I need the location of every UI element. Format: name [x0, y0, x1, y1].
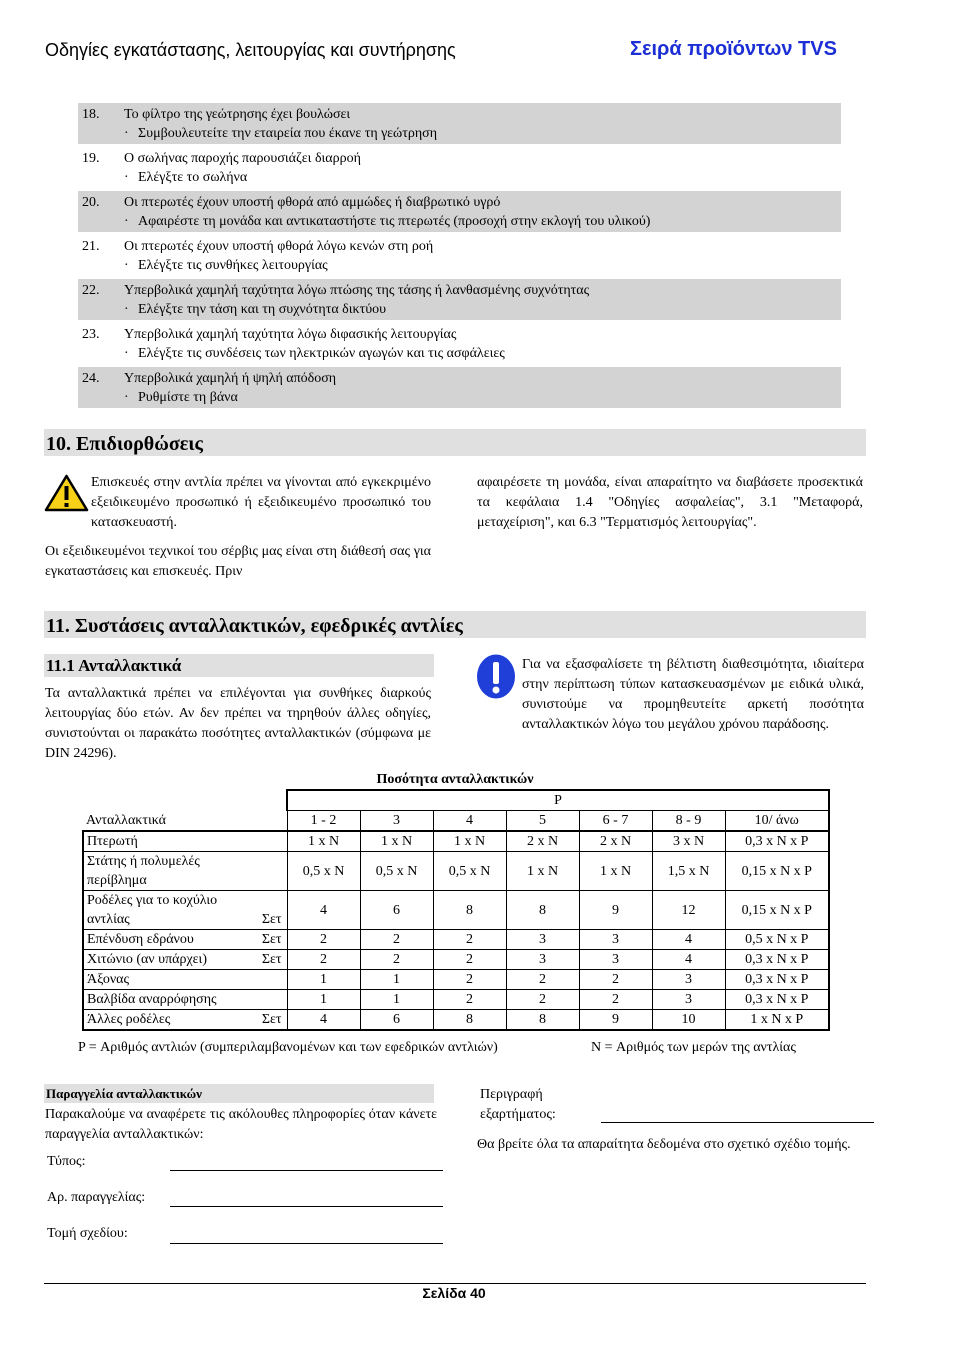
trouble-row: [78, 278, 841, 322]
parts-row: [83, 950, 829, 970]
part-quantity-cell: 6: [360, 1010, 433, 1031]
part-quantity-cell: 0,3 x N x P: [725, 970, 829, 990]
trouble-number: 23.: [78, 322, 116, 366]
parts-row: [83, 831, 829, 852]
trouble-remedy: Ελέγξτε τις συνθήκες λειτουργίας: [138, 258, 328, 273]
part-set-unit: Σετ: [261, 932, 282, 947]
part-quantity-cell: 10: [652, 1010, 725, 1031]
order-intro: Παρακαλούμε να αναφέρετε τις ακόλουθες πληροφορίες όταν κάνετε παραγγελία ανταλλακτικών:: [45, 1107, 437, 1142]
section-10-heading: 10. Επιδιορθώσεις: [44, 429, 866, 456]
part-quantity-cell: 3: [579, 950, 652, 970]
part-quantity-cell: 0,5 x N: [433, 852, 506, 891]
parts-row: [83, 930, 829, 950]
trouble-remedy-item: [124, 256, 837, 275]
part-quantity-cell: 0,15 x N x P: [725, 852, 829, 891]
order-number-label: Αρ. παραγγελίας:: [47, 1190, 146, 1205]
parts-table-caption: Ποσότητα ανταλλακτικών: [376, 772, 534, 787]
part-quantity-cell: 3: [506, 950, 579, 970]
trouble-row: [78, 322, 841, 366]
part-name-cell: [83, 891, 287, 930]
trouble-number: 21.: [78, 234, 116, 278]
part-name-cell: [83, 950, 287, 970]
order-number-field[interactable]: [170, 1206, 443, 1207]
part-quantity-cell: 0,3 x N x P: [725, 831, 829, 852]
part-quantity-cell: 2: [506, 970, 579, 990]
spare-parts-table: [82, 789, 830, 1031]
trouble-content: [116, 234, 841, 278]
part-quantity-cell: 3: [652, 990, 725, 1010]
part-quantity-cell: 4: [652, 950, 725, 970]
part-name-cell: [83, 930, 287, 950]
part-quantity-cell: 0,3 x N x P: [725, 950, 829, 970]
part-quantity-cell: 3: [579, 930, 652, 950]
parts-column-header: 1 - 2: [287, 811, 360, 832]
part-quantity-cell: 9: [579, 891, 652, 930]
parts-column-header: 10/ άνω: [725, 811, 829, 832]
part-quantity-cell: 2: [579, 970, 652, 990]
part-quantity-cell: 0,5 x N x P: [725, 930, 829, 950]
trouble-remedy: Ελέγξτε το σωλήνα: [138, 170, 248, 185]
part-quantity-cell: 0,5 x N: [360, 852, 433, 891]
part-quantity-cell: 1: [287, 970, 360, 990]
parts-row: [83, 1010, 829, 1031]
trouble-number: 19.: [78, 146, 116, 190]
drawing-section-field[interactable]: [170, 1243, 443, 1244]
part-quantity-cell: 1,5 x N: [652, 852, 725, 891]
part-name: Χιτώνιο (αν υπάρχει): [87, 952, 207, 967]
trouble-remedy: Συμβουλευτείτε την εταιρεία που έκανε τη γεώτρηση: [138, 126, 438, 141]
troubleshooting-table: [78, 103, 841, 411]
warning-text: Επισκευές στην αντλία πρέπει να γίνονται από εγκεκριμένο εξειδικευμένο προσωπικό ή εξειδικευμένο προσωπικό του κατασκευαστή.: [91, 475, 431, 530]
part-quantity-cell: 4: [287, 1010, 360, 1031]
parts-column-header: 3: [360, 811, 433, 832]
page-number: Σελίδα 40: [422, 1285, 486, 1301]
trouble-fault: Ο σωλήνας παροχής παρουσιάζει διαρροή: [124, 151, 361, 166]
part-quantity-cell: 1 x N: [433, 831, 506, 852]
trouble-content: [116, 278, 841, 322]
bullet-glyph: ·: [124, 126, 129, 141]
bullet-glyph: ·: [124, 302, 129, 317]
order-note: Θα βρείτε όλα τα απαραίτητα δεδομένα στο σχετικό σχέδιο τομής.: [477, 1137, 851, 1152]
part-name-cell: [83, 1010, 287, 1031]
part-quantity-cell: 9: [579, 1010, 652, 1031]
trouble-row: [78, 103, 841, 146]
part-name-cell: [83, 852, 287, 891]
trouble-fault: Υπερβολικά χαμηλή ταχύτητα λόγω πτώσης της τάσης ή λανθασμένης συχνότητας: [124, 283, 590, 298]
type-label: Τύπος:: [47, 1154, 86, 1169]
trouble-row: [78, 146, 841, 190]
trouble-content: [116, 322, 841, 366]
trouble-remedy-item: [124, 168, 837, 187]
part-quantity-cell: 0,3 x N x P: [725, 990, 829, 1010]
trouble-remedy: Ελέγξτε την τάση και τη συχνότητα δικτύου: [138, 302, 387, 317]
bullet-glyph: ·: [124, 346, 129, 361]
part-quantity-cell: 2 x N: [579, 831, 652, 852]
part-quantity-cell: 8: [506, 1010, 579, 1031]
part-name-cell: [83, 831, 287, 852]
part-description-label: Περιγραφή εξαρτήματος:: [480, 1087, 556, 1122]
section-11-1-heading: 11.1 Ανταλλακτικά: [44, 654, 434, 677]
trouble-number: 24.: [78, 366, 116, 410]
part-quantity-cell: 2: [287, 930, 360, 950]
trouble-number: 18.: [78, 103, 116, 146]
parts-column-header: 8 - 9: [652, 811, 725, 832]
part-quantity-cell: 1: [360, 990, 433, 1010]
part-quantity-cell: 2 x N: [506, 831, 579, 852]
part-name: Βαλβίδα αναρρόφησης: [87, 992, 217, 1007]
availability-note: Για να εξασφαλίσετε τη βέλτιστη διαθεσιμότητα, ιδιαίτερα στην περίπτωση τύπων κατασκευασμένων με ειδικά υλικά, συνιστούμε να προμηθευτείτε αρκετή ποσότητα ανταλλακτικών λόγω του μεγάλου χρόνου παράδοσης.: [522, 657, 864, 732]
bullet-glyph: ·: [124, 170, 129, 185]
parts-table-parts-label: Ανταλλακτικά: [83, 811, 287, 832]
trouble-remedy-item: [124, 212, 837, 231]
part-name: Άλλες ροδέλες: [87, 1012, 171, 1027]
trouble-content: [116, 190, 841, 234]
parts-row: [83, 891, 829, 930]
spare-parts-paragraph: Τα ανταλλακτικά πρέπει να επιλέγονται για συνθήκες διαρκούς λειτουργίας δύο ετών. Αν δεν πρέπει να τηρηθούν άλλες οδηγίες, συνιστούνται οι παρακάτω ποσότητες ανταλλακτικών (σύμφωνα με DIN 24296).: [45, 686, 431, 761]
section-11-heading: 11. Συστάσεις ανταλλακτικών, εφεδρικές αντλίες: [44, 611, 866, 638]
legend-n: N = Αριθμός των μερών της αντλίας: [591, 1040, 796, 1055]
parts-row: [83, 970, 829, 990]
part-name-cell: [83, 970, 287, 990]
part-quantity-cell: 3: [652, 970, 725, 990]
trouble-remedy: Ρυθμίστε τη βάνα: [138, 390, 238, 405]
important-notice-icon: [476, 654, 516, 699]
document-title: Οδηγίες εγκατάστασης, λειτουργίας και συντήρησης: [45, 40, 456, 60]
part-quantity-cell: 1: [287, 990, 360, 1010]
part-quantity-cell: 4: [287, 891, 360, 930]
part-quantity-cell: 1 x N: [579, 852, 652, 891]
part-quantity-cell: 2: [579, 990, 652, 1010]
parts-column-header: 5: [506, 811, 579, 832]
trouble-fault: Οι πτερωτές έχουν υποστή φθορά λόγω κενών στη ροή: [124, 239, 434, 254]
trouble-remedy-item: [124, 344, 837, 363]
trouble-remedy-item: [124, 388, 837, 407]
trouble-content: [116, 146, 841, 190]
parts-column-header: 4: [433, 811, 506, 832]
part-set-unit: Σετ: [261, 912, 282, 927]
parts-table-corner: [83, 790, 287, 811]
trouble-number: 22.: [78, 278, 116, 322]
part-quantity-cell: 1 x N: [287, 831, 360, 852]
trouble-fault: Υπερβολικά χαμηλή ή ψηλή απόδοση: [124, 371, 337, 386]
trouble-remedy: Ελέγξτε τις συνδέσεις των ηλεκτρικών αγωγών και τις ασφάλειες: [138, 346, 505, 361]
bullet-glyph: ·: [124, 390, 129, 405]
part-quantity-cell: 8: [433, 891, 506, 930]
part-quantity-cell: 2: [506, 990, 579, 1010]
trouble-row: [78, 366, 841, 410]
part-quantity-cell: 1 x N x P: [725, 1010, 829, 1031]
product-series-title: Σειρά προϊόντων TVS: [630, 38, 837, 60]
repair-paragraph-2: αφαιρέσετε τη μονάδα, είναι απαραίτητο να διαβάσετε προσεκτικά τα κεφάλαια 1.4 "Οδηγίες ασφαλείας", 3.1 "Μεταφορά, μεταχείριση", και 6.3 "Τερματισμός λειτουργίας".: [477, 475, 863, 530]
trouble-row: [78, 234, 841, 278]
parts-row: [83, 990, 829, 1010]
part-quantity-cell: 8: [506, 891, 579, 930]
part-set-unit: Σετ: [261, 1012, 282, 1027]
parts-column-header: 6 - 7: [579, 811, 652, 832]
trouble-content: [116, 103, 841, 146]
part-quantity-cell: 3: [506, 930, 579, 950]
part-quantity-cell: 2: [360, 950, 433, 970]
part-quantity-cell: 1 x N: [506, 852, 579, 891]
part-name: Επένδυση εδράνου: [87, 932, 194, 947]
part-quantity-cell: 2: [360, 930, 433, 950]
drawing-section-label: Τομή σχεδίου:: [47, 1226, 128, 1241]
trouble-number: 20.: [78, 190, 116, 234]
warning-icon: [44, 474, 89, 512]
part-name: Ροδέλες για το κοχύλιο αντλίας: [87, 893, 218, 927]
part-set-unit: Σετ: [261, 952, 282, 967]
part-quantity-cell: 1: [360, 970, 433, 990]
part-quantity-cell: 2: [433, 950, 506, 970]
order-heading: Παραγγελία ανταλλακτικών: [44, 1084, 434, 1103]
trouble-remedy: Αφαιρέστε τη μονάδα και αντικαταστήστε τις πτερωτές (προσοχή στην εκλογή του υλικού): [138, 214, 651, 229]
trouble-fault: Οι πτερωτές έχουν υποστή φθορά από αμμώδες ή διαβρωτικό υγρό: [124, 195, 501, 210]
part-quantity-cell: 0,5 x N: [287, 852, 360, 891]
footer-divider: [44, 1283, 866, 1284]
part-quantity-cell: 0,15 x N x P: [725, 891, 829, 930]
part-quantity-cell: 2: [433, 970, 506, 990]
part-name: Άξονας: [87, 972, 130, 987]
parts-table-p-header: P: [287, 790, 829, 811]
part-quantity-cell: 2: [433, 930, 506, 950]
part-quantity-cell: 1 x N: [360, 831, 433, 852]
bullet-glyph: ·: [124, 214, 129, 229]
part-quantity-cell: 8: [433, 1010, 506, 1031]
type-field[interactable]: [170, 1170, 443, 1171]
trouble-remedy-item: [124, 124, 837, 143]
trouble-content: [116, 366, 841, 410]
trouble-remedy-item: [124, 300, 837, 319]
part-quantity-cell: 12: [652, 891, 725, 930]
part-quantity-cell: 6: [360, 891, 433, 930]
legend-p: P = Αριθμός αντλιών (συμπεριλαμβανομένων και των εφεδρικών αντλιών): [78, 1040, 498, 1055]
part-quantity-cell: 2: [287, 950, 360, 970]
part-name: Πτερωτή: [87, 834, 138, 849]
part-name: Στάτης ή πολυμελές περίβλημα: [87, 854, 200, 888]
trouble-fault: Το φίλτρο της γεώτρησης έχει βουλώσει: [124, 107, 351, 122]
part-quantity-cell: 3 x N: [652, 831, 725, 852]
part-name-cell: [83, 990, 287, 1010]
part-quantity-cell: 2: [433, 990, 506, 1010]
parts-row: [83, 852, 829, 891]
trouble-fault: Υπερβολικά χαμηλή ταχύτητα λόγω διφασικής λειτουργίας: [124, 327, 457, 342]
bullet-glyph: ·: [124, 258, 129, 273]
part-quantity-cell: 4: [652, 930, 725, 950]
part-description-field[interactable]: [601, 1122, 874, 1123]
repair-paragraph-1: Οι εξειδικευμένοι τεχνικοί του σέρβις μας είναι στη διάθεσή σας για εγκαταστάσεις και επισκευές. Πριν: [45, 544, 431, 579]
trouble-row: [78, 190, 841, 234]
